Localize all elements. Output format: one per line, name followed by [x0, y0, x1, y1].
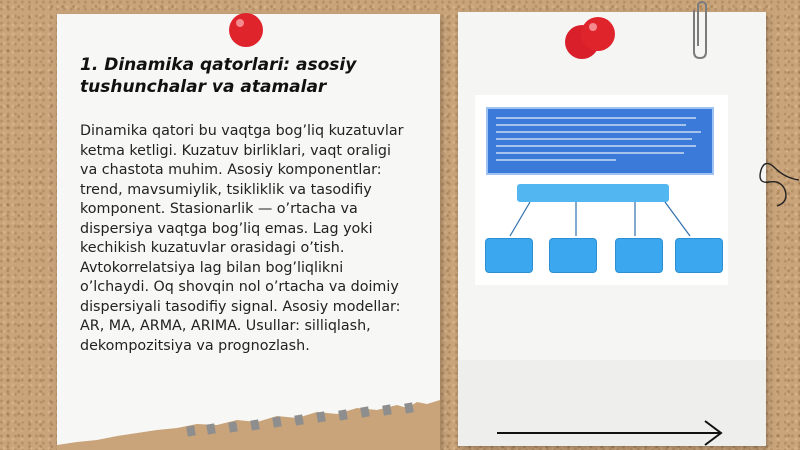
body-line: Avtokorrelatsiya lag bilan bog’liqlikni [80, 259, 344, 276]
slide-title [80, 54, 410, 98]
diagram-top-box [486, 107, 714, 175]
body-line: o’lchaydi. Oq shovqin nol o’rtacha va doimiy [80, 279, 399, 295]
diagram-arrows [480, 200, 725, 240]
body-line: dekompozitsiya va prognozlash. [80, 337, 310, 354]
curly-doodle-icon [755, 150, 800, 210]
paperclip-icon [688, 0, 712, 62]
body-line: komponent. Stasionarlik — o’rtacha va [80, 201, 358, 217]
title-line: tushunchalar va atamalar [80, 77, 327, 97]
slide-body [80, 122, 425, 356]
red-pushpin-icon [560, 12, 622, 66]
torn-edge [57, 400, 440, 450]
diagram-child-box [675, 238, 723, 273]
body-line: ketma ketligi. Kuzatuv birliklari, vaqt oraligi [80, 142, 391, 159]
arrow-right-icon [495, 418, 725, 448]
body-line: Dinamika qatori bu vaqtga bog’liq kuzatuvlar [80, 123, 404, 139]
body-line: dispersiyali tasodifiy signal. Asosiy modellar: [80, 298, 401, 315]
red-pushpin-icon [226, 10, 266, 50]
body-line: AR, MA, ARMA, ARIMA. Usullar: silliqlash, [80, 318, 371, 334]
body-line: kechikish kuzatuvlar orasidagi o’tish. [80, 240, 345, 256]
diagram-child-box [549, 238, 597, 273]
title-line: 1. Dinamika qatorlari: asosiy [80, 55, 357, 75]
body-line: dispersiya vaqtga bog’liq emas. Lag yoki [80, 220, 373, 237]
diagram-child-box [485, 238, 533, 273]
diagram-child-box [615, 238, 663, 273]
body-line: trend, mavsumiylik, tsikliklik va tasodifiy [80, 181, 372, 198]
body-line: va chastota muhim. Asosiy komponentlar: [80, 162, 382, 178]
